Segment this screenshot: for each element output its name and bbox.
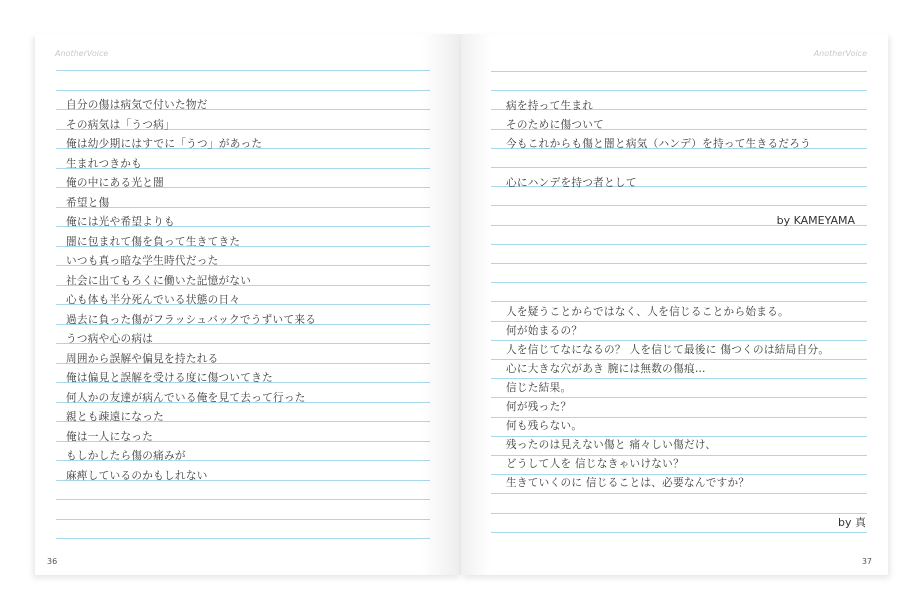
- text-line: 親とも疎遠になった: [66, 411, 165, 423]
- ruled-line: [491, 244, 867, 245]
- text-line: 心にハンデを持つ者として: [506, 176, 637, 189]
- text-line: 闇に包まれて傷を負って生きてきた: [66, 235, 241, 248]
- text-line: どうして人を 信じなきゃいけない？: [506, 458, 684, 470]
- ruled-line: [491, 90, 867, 91]
- text-line: 周囲から誤解や偏見を持たれる: [66, 352, 219, 365]
- text-line: もしかしたら傷の痛みが: [66, 450, 186, 462]
- text-line: 残ったのは見えない傷と 痛々しい傷だけ、: [506, 439, 717, 451]
- ruled-line: [491, 263, 867, 264]
- text-line: 何人かの友達が病んでいる俺を見て去って行った: [66, 391, 306, 404]
- text-line: 俺は幼少期にはすでに「うつ」があった: [66, 138, 263, 150]
- ruled-line: [56, 207, 430, 208]
- text-line: 俺は一人になった: [66, 430, 154, 443]
- left-gutter-shadow: [421, 34, 461, 575]
- ruled-line: [491, 167, 867, 168]
- ruled-line: [491, 493, 867, 494]
- ruled-line: [491, 359, 867, 360]
- left-page: [35, 34, 461, 575]
- text-line: いつも真っ暗な学生時代だった: [66, 255, 219, 267]
- text-line: 何が残った？: [506, 401, 572, 413]
- text-line: 俺の中にある光と闇: [66, 177, 165, 189]
- text-line: 今もこれからも傷と闇と病気（ハンデ）を持って生きるだろう: [506, 138, 812, 151]
- text-line: うつ病や心の病は: [66, 333, 154, 345]
- text-line: 何が始まるの？: [506, 325, 583, 337]
- right-gutter-shadow: [461, 34, 491, 575]
- text-line: 生まれつきかも: [66, 157, 143, 170]
- text-line: 希望と傷: [66, 196, 110, 209]
- text-line: 心も体も半分死んでいる状態の日々: [66, 294, 241, 306]
- text-line: 生きていくのに 信じることは、必要なんですか？: [506, 477, 750, 489]
- ruled-line: [491, 71, 867, 72]
- right-page: [461, 34, 888, 575]
- text-line: 俺は偏見と誤解を受ける度に傷ついてきた: [66, 372, 273, 384]
- ruled-line: [491, 532, 867, 533]
- text-line: 信じた結果。: [506, 382, 572, 394]
- signature-kameyama: by KAMEYAMA: [776, 214, 855, 227]
- ruled-line: [491, 282, 867, 283]
- text-line: 心に大きな穴があき 腕には無数の傷痕…: [506, 363, 706, 375]
- text-line: 俺には光や希望よりも: [66, 216, 175, 228]
- text-line: 人を信じてなになるの？ 人を信じて最後に 傷つくのは結局自分。: [506, 344, 830, 356]
- signature-shin: by 真: [838, 516, 866, 529]
- left-page-header: AnotherVoice: [55, 49, 109, 58]
- left-page-number: 36: [47, 557, 58, 566]
- text-line: 病を持って生まれ: [506, 100, 594, 112]
- right-page-number: 37: [861, 557, 872, 566]
- ruled-line: [491, 397, 867, 398]
- text-line: 何も残らない。: [506, 420, 583, 432]
- ruled-line: [56, 538, 430, 539]
- text-line: その病気は「うつ病」: [66, 118, 175, 131]
- ruled-line: [491, 301, 867, 302]
- ruled-line: [56, 70, 430, 71]
- ruled-line: [56, 519, 430, 520]
- right-page-header: AnotherVoice: [813, 49, 867, 58]
- ruled-line: [56, 90, 430, 91]
- ruled-line: [491, 513, 867, 514]
- ruled-line: [491, 321, 867, 322]
- text-line: 麻痺しているのかもしれない: [66, 469, 208, 482]
- ruled-line: [491, 205, 867, 206]
- text-line: 過去に負った傷がフラッシュバックでうずいて来る: [66, 313, 317, 326]
- text-line: 自分の傷は病気で付いた物だ: [66, 99, 208, 111]
- ruled-line: [56, 499, 430, 500]
- ruled-line: [491, 340, 867, 341]
- text-line: 人を疑うことからではなく、人を信じることから始まる。: [506, 306, 789, 318]
- text-line: そのために傷ついて: [506, 119, 605, 132]
- text-line: 社会に出てもろくに働いた記憶がない: [66, 274, 252, 287]
- ruled-line: [491, 378, 867, 379]
